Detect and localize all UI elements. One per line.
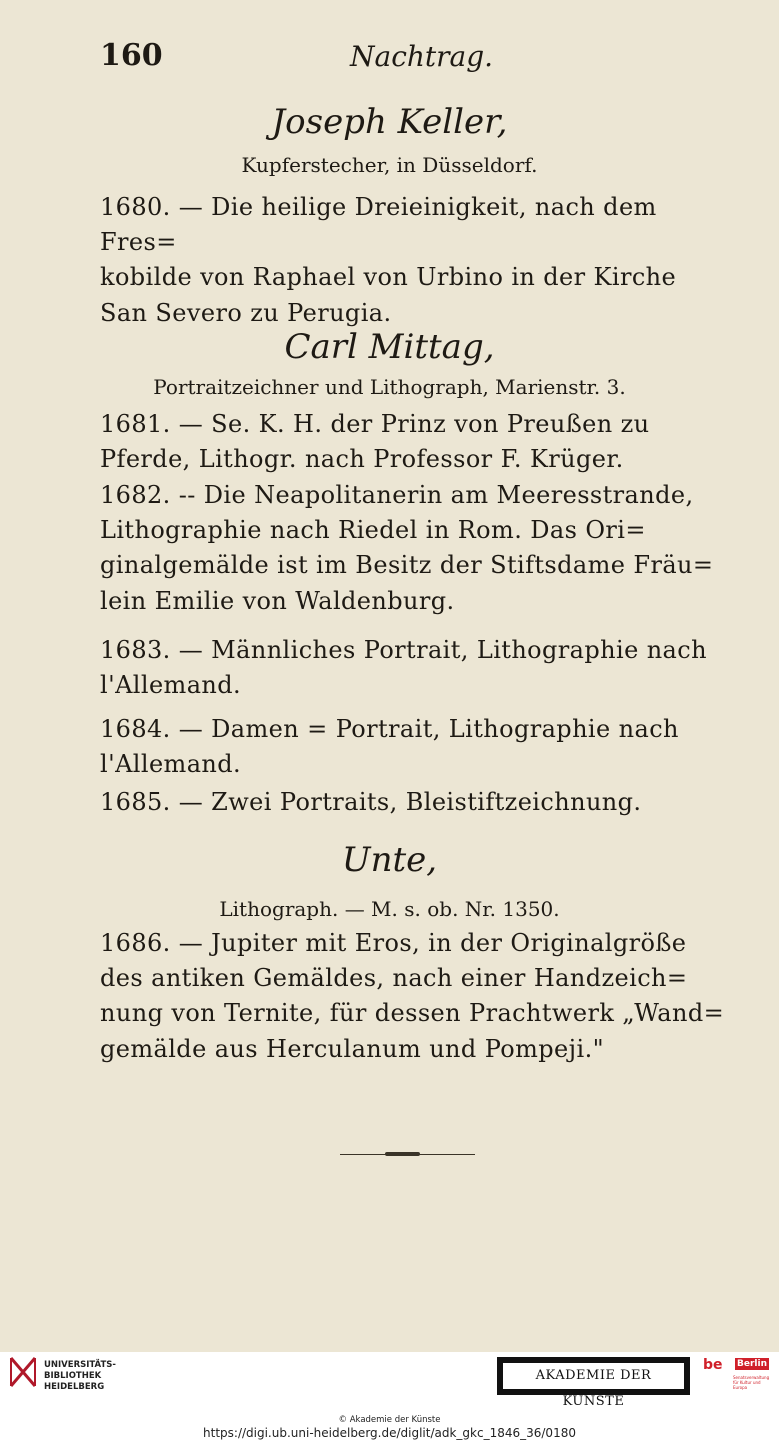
bm-berlin-label: Berlin: [737, 1359, 767, 1369]
section-divider: [340, 1154, 475, 1155]
entry-line: 1682. -- Die Neapolitanerin am Meeresstrande,: [100, 481, 694, 509]
entry-line: l'Allemand.: [100, 671, 242, 700]
senate-berlin-logo[interactable]: [703, 1357, 770, 1397]
page-number: 160: [100, 38, 163, 73]
akademie-der-kuenste-logo[interactable]: [497, 1357, 690, 1409]
ub-logo-line: HEIDELBERG: [44, 1382, 105, 1392]
ub-logo-line: BIBLIOTHEK: [44, 1371, 102, 1381]
artist-name: Joseph Keller,: [271, 102, 508, 142]
entry-line: l'Allemand.: [100, 750, 242, 779]
catalog-entry: [100, 926, 730, 1067]
catalog-entry: [100, 785, 730, 820]
catalog-entry: [100, 478, 730, 619]
catalog-entry: [100, 407, 730, 477]
permalink-url[interactable]: https://digi.ub.uni-heidelberg.de/diglit/adk_gkc_1846_36/0180: [203, 1426, 576, 1440]
artist-description: Portraitzeichner und Lithograph, Marienstr. 3.: [153, 375, 626, 399]
entry-line: 1684. — Damen = Portrait, Lithographie nach: [100, 715, 679, 743]
artist-name: Unte,: [341, 840, 438, 880]
entry-line: nung von Ternite, für dessen Prachtwerk „Wand=: [100, 999, 725, 1028]
artist-description: Kupferstecher, in Düsseldorf.: [241, 153, 538, 177]
entry-line: 1680. — Die heilige Dreieinigkeit, nach dem Fres=: [100, 193, 657, 257]
bm-subtitle: Senatsverwaltung für Kultur und Europa: [733, 1375, 770, 1390]
catalog-entry: [100, 712, 730, 782]
running-head: Nachtrag.: [350, 40, 494, 73]
akademie-logo-label: AKADEMIE DER KÜNSTE: [502, 1362, 685, 1390]
artist-name: Carl Mittag,: [284, 327, 495, 367]
entry-line: des antiken Gemäldes, nach einer Handzeich=: [100, 964, 688, 993]
catalog-entry: [100, 633, 730, 703]
entry-line: Lithographie nach Riedel in Rom. Das Ori=: [100, 516, 646, 545]
entry-line: ginalgemälde ist im Besitz der Stiftsdame Fräu=: [100, 551, 714, 580]
entry-line: 1685. — Zwei Portraits, Bleistiftzeichnung.: [100, 788, 642, 816]
bm-mark: be: [703, 1357, 723, 1373]
entry-line: 1681. — Se. K. H. der Prinz von Preußen zu: [100, 410, 650, 438]
entry-line: gemälde aus Herculanum und Pompeji.": [100, 1034, 605, 1063]
entry-line: 1683. — Männliches Portrait, Lithographie nach: [100, 636, 707, 664]
catalog-entry: [100, 190, 730, 331]
entry-line: Pferde, Lithogr. nach Professor F. Krüger.: [100, 445, 624, 474]
entry-line: 1686. — Jupiter mit Eros, in der Originalgröße: [100, 929, 687, 957]
entry-line: kobilde von Raphael von Urbino in der Kirche: [100, 263, 677, 292]
university-library-name[interactable]: [44, 1360, 116, 1393]
copyright-notice: © Akademie der Künste: [338, 1415, 441, 1425]
entry-line: San Severo zu Perugia.: [100, 298, 392, 327]
entry-line: lein Emilie von Waldenburg.: [100, 586, 455, 615]
university-library-logo-icon[interactable]: [8, 1356, 38, 1390]
ub-logo-line: UNIVERSITÄTS-: [44, 1360, 116, 1370]
artist-description: Lithograph. — M. s. ob. Nr. 1350.: [219, 897, 560, 921]
page-header: [100, 38, 494, 78]
